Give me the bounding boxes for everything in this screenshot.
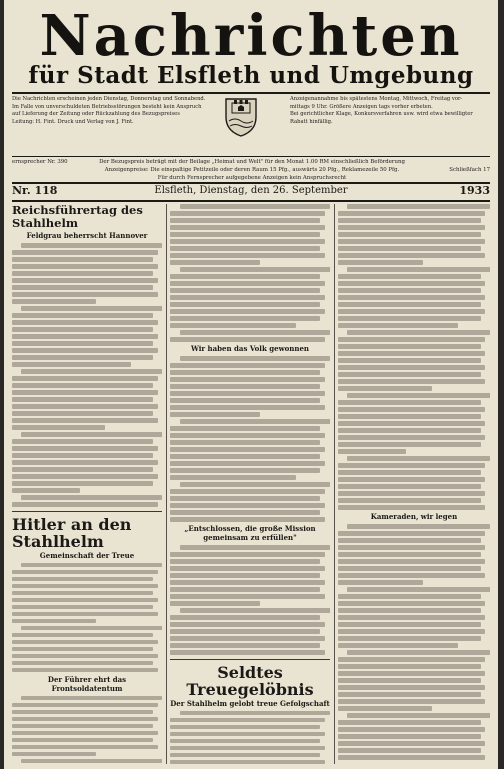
text-line [170, 468, 320, 473]
post-box: Schließfach 17 [449, 167, 490, 173]
column-1 [12, 204, 162, 764]
text-line [347, 713, 490, 718]
text-line [170, 580, 325, 585]
text-line [12, 341, 153, 346]
text-line [170, 461, 325, 466]
publication-info-right [290, 96, 490, 126]
text-line [12, 467, 153, 472]
text-line [12, 460, 158, 465]
text-line [170, 718, 325, 723]
text-line [180, 608, 330, 613]
text-line [170, 496, 320, 501]
dateline-bottom-rule [12, 200, 490, 202]
text-line [12, 425, 105, 430]
text-line [170, 405, 325, 410]
text-line [338, 281, 485, 286]
column-divider [334, 204, 335, 764]
text-line [338, 643, 458, 648]
price-line: Der Bezugspreis beträgt mit der Beilage „Heimat und Welt" für den Monat 1.00 RM einschließlich Beförderung [99, 159, 405, 165]
text-line [338, 566, 481, 571]
text-line [170, 552, 325, 557]
text-line [338, 755, 485, 760]
article-text [170, 711, 330, 765]
text-line [338, 365, 485, 370]
article-text [170, 545, 330, 655]
price-line: Für durch Fernsprecher aufgegebene Anzeigen kein Anspruchsrecht [157, 175, 347, 181]
text-line [180, 267, 330, 272]
article-text [12, 563, 162, 673]
text-line [338, 246, 481, 251]
text-line [338, 218, 481, 223]
text-line [12, 376, 158, 381]
text-line [170, 475, 296, 480]
text-line [170, 622, 325, 627]
text-line [21, 243, 162, 248]
text-line [338, 386, 432, 391]
text-line [338, 601, 485, 606]
text-line [21, 495, 162, 500]
text-line [170, 732, 325, 737]
text-line [338, 477, 485, 482]
text-line [170, 363, 325, 368]
text-line [338, 608, 481, 613]
info-line: mittags 9 Uhr. Größere Anzeigen tags vorher erbeten. [290, 103, 433, 110]
text-line [347, 456, 490, 461]
text-line [12, 570, 158, 575]
text-line [338, 545, 485, 550]
text-line [170, 218, 320, 223]
text-line [338, 435, 485, 440]
publication-info [12, 96, 490, 158]
text-line [12, 633, 153, 638]
text-line [338, 232, 481, 237]
price-line: Anzeigenpreise: Die einspaltige Petitzeile oder deren Raum 15 Pfg., auswärts 20 Pfg., Reklamezeile 50 Pfg. [104, 167, 400, 173]
text-line [12, 397, 153, 402]
text-line [338, 414, 481, 419]
text-line [338, 449, 406, 454]
text-line [12, 488, 80, 493]
info-line: Im Falle von unverschuldeten Betriebsstörungen besteht kein Anspruch [12, 103, 202, 110]
text-line [12, 453, 153, 458]
text-line [338, 428, 481, 433]
text-line [170, 377, 325, 382]
text-line [347, 587, 490, 592]
text-line [180, 330, 330, 335]
text-line [170, 288, 320, 293]
text-line [12, 661, 153, 666]
text-line [338, 260, 423, 265]
dateline [12, 184, 490, 200]
text-line [12, 334, 158, 339]
text-line [12, 348, 158, 353]
text-line [12, 724, 153, 729]
text-line [12, 404, 158, 409]
newspaper-page [4, 0, 498, 769]
text-line [170, 391, 325, 396]
text-line [338, 484, 481, 489]
text-line [170, 739, 320, 744]
headline-seldte: Seldtes Treuegelöbnis [186, 662, 314, 699]
text-line [12, 640, 158, 645]
article-divider [12, 511, 162, 512]
text-line [338, 358, 481, 363]
text-line [338, 463, 485, 468]
text-line [170, 316, 320, 321]
text-line [338, 421, 485, 426]
article-text [12, 243, 162, 507]
text-line [21, 563, 162, 568]
text-line [338, 470, 481, 475]
text-line [338, 734, 481, 739]
text-line [170, 384, 320, 389]
text-line [170, 725, 320, 730]
text-line [338, 580, 423, 585]
text-line [170, 433, 325, 438]
text-line [338, 678, 481, 683]
text-line [21, 759, 162, 764]
text-line [12, 502, 158, 507]
text-line [12, 383, 153, 388]
text-line [170, 489, 325, 494]
text-line [170, 573, 320, 578]
text-line [338, 274, 481, 279]
text-line [170, 225, 325, 230]
text-line [170, 517, 325, 522]
text-line [338, 316, 481, 321]
text-line [170, 274, 320, 279]
text-line [338, 573, 485, 578]
text-line [12, 654, 158, 659]
text-line [12, 668, 158, 673]
issue-number: Nr. 118 [12, 184, 58, 197]
text-line [170, 447, 325, 452]
text-line [12, 285, 153, 290]
info-line: Die Nachrichten erscheinen jeden Dienstag, Donnerstag und Sonnabend. [12, 96, 206, 102]
text-line [338, 720, 481, 725]
text-line [347, 204, 490, 209]
headline-hitler-stahlhelm: Hitler an den Stahlhelm [12, 514, 132, 551]
text-line [12, 418, 158, 423]
text-line [338, 225, 485, 230]
text-line [12, 619, 96, 624]
info-rule [12, 156, 490, 157]
text-line [21, 306, 162, 311]
publication-info-left [12, 96, 212, 126]
article-text [338, 204, 490, 510]
text-line [12, 577, 153, 582]
info-line: Leitung: H. Fint. Druck und Verlag von J. Fint. [12, 118, 134, 125]
text-line [170, 503, 325, 508]
text-line [338, 323, 458, 328]
text-line [12, 355, 153, 360]
text-line [170, 302, 320, 307]
text-line [12, 703, 158, 708]
text-line [12, 278, 158, 283]
text-line [12, 647, 153, 652]
phone-number: ernsprecher Nr. 390 [12, 159, 68, 165]
newspaper-subtitle: für Stadt Elsfleth und Umgebung [28, 62, 474, 89]
text-line [180, 545, 330, 550]
text-line [338, 748, 481, 753]
text-line [338, 559, 485, 564]
text-line [170, 295, 325, 300]
subhead-gefolgschaft: Der Stahlhelm gelobt treue Gefolgschaft [170, 698, 330, 708]
text-line [12, 264, 158, 269]
text-line [12, 710, 153, 715]
text-line [338, 379, 485, 384]
newspaper-title: Nachrichten [39, 3, 463, 69]
text-line [180, 356, 330, 361]
text-line [338, 442, 481, 447]
text-line [12, 605, 153, 610]
text-line [12, 250, 158, 255]
text-line [338, 491, 485, 496]
text-line [12, 299, 96, 304]
text-line [338, 664, 481, 669]
text-line [170, 398, 320, 403]
text-line [12, 313, 153, 318]
text-line [12, 717, 158, 722]
masthead-rule [12, 92, 490, 94]
column-divider [166, 204, 167, 764]
text-line [338, 685, 485, 690]
article-text [12, 696, 162, 765]
text-line [12, 474, 158, 479]
subscription-prices [74, 158, 430, 182]
text-line [12, 731, 158, 736]
text-line [347, 524, 490, 529]
article-text [338, 524, 490, 760]
coat-of-arms-icon [223, 95, 259, 137]
text-line [170, 337, 325, 342]
text-line [338, 400, 481, 405]
text-line [170, 440, 320, 445]
text-line [12, 292, 158, 297]
text-line [170, 454, 320, 459]
text-line [338, 671, 485, 676]
text-line [338, 407, 485, 412]
info-line: auf Lieferung der Zeitung oder Rückzahlung des Bezugspreises [12, 111, 180, 118]
text-line [12, 584, 158, 589]
text-line [21, 696, 162, 701]
text-line [12, 612, 158, 617]
text-line [170, 643, 320, 648]
text-line [338, 552, 481, 557]
text-line [170, 753, 320, 758]
info-line: Anzeigenannahme bis spätestens Montag, Mittwoch, Freitag vor- [290, 96, 463, 102]
text-line [338, 505, 485, 510]
text-line [170, 281, 325, 286]
text-line [180, 204, 330, 209]
text-line [170, 211, 325, 216]
text-line [338, 288, 481, 293]
text-line [12, 390, 158, 395]
text-line [12, 271, 153, 276]
text-line [347, 393, 490, 398]
text-line [338, 302, 481, 307]
text-line [21, 432, 162, 437]
text-line [170, 636, 325, 641]
text-line [338, 692, 481, 697]
text-line [338, 636, 481, 641]
text-line [338, 657, 485, 662]
text-line [170, 253, 325, 258]
text-line [180, 419, 330, 424]
text-line [12, 327, 153, 332]
text-line [338, 629, 485, 634]
text-line [338, 211, 485, 216]
text-line [180, 482, 330, 487]
article-text [170, 356, 330, 522]
article-text [170, 204, 330, 342]
text-line [338, 351, 485, 356]
text-line [21, 626, 162, 631]
text-line [12, 320, 158, 325]
column-3 [338, 204, 490, 764]
column-2 [170, 204, 330, 764]
text-line [347, 650, 490, 655]
text-line [170, 559, 320, 564]
text-line [12, 481, 153, 486]
text-line [338, 253, 485, 258]
text-line [338, 615, 485, 620]
text-line [170, 650, 325, 655]
text-line [12, 257, 153, 262]
text-line [338, 309, 485, 314]
text-line [347, 267, 490, 272]
article-divider [170, 659, 330, 660]
text-line [347, 330, 490, 335]
text-line [170, 587, 320, 592]
text-line [21, 369, 162, 374]
text-line [170, 566, 325, 571]
text-line [170, 510, 320, 515]
text-line [170, 232, 320, 237]
text-line [12, 738, 153, 743]
text-line [170, 594, 325, 599]
text-line [338, 741, 485, 746]
text-line [170, 323, 296, 328]
subhead-mission: „Entschlossen, die große Mission gemeinsam zu erfüllen" [184, 524, 316, 542]
subhead-feldgrau: Feldgrau beherrscht Hannover [26, 231, 148, 240]
subhead-kameraden: Kameraden, wir legen [370, 512, 458, 521]
text-line [12, 591, 153, 596]
text-line [170, 239, 325, 244]
text-line [338, 538, 481, 543]
text-line [338, 344, 481, 349]
text-line [180, 711, 330, 716]
text-line [12, 745, 158, 750]
issue-year: 1933 [459, 184, 490, 197]
text-line [170, 746, 325, 751]
info-line: Rabatt hinfällig. [290, 118, 333, 125]
text-line [338, 498, 481, 503]
subhead-volk-gewonnen: Wir haben das Volk gewonnen [191, 344, 309, 353]
text-line [338, 727, 485, 732]
text-line [338, 622, 481, 627]
text-line [338, 239, 485, 244]
text-line [338, 531, 485, 536]
headline-reichsfuehrertag: Reichsführertag des Stahlhelm [12, 204, 143, 230]
subhead-gemeinschaft: Gemeinschaft der Treue [39, 550, 135, 560]
text-line [170, 615, 320, 620]
text-line [12, 439, 153, 444]
text-line [170, 370, 320, 375]
text-line [12, 752, 96, 757]
text-line [338, 594, 481, 599]
text-line [338, 699, 485, 704]
text-line [170, 426, 320, 431]
masthead [10, 3, 492, 89]
info-line: Bei gerichtlicher Klage, Konkursverfahren usw. wird etwa bewilligter [290, 111, 473, 118]
text-line [170, 629, 320, 634]
text-line [170, 601, 260, 606]
text-line [12, 362, 131, 367]
subscription-band [12, 158, 490, 182]
text-line [12, 411, 153, 416]
text-line [338, 295, 485, 300]
text-line [12, 598, 158, 603]
subhead-frontsoldatentum: Der Führer ehrt das Frontsoldatentum [47, 674, 127, 693]
text-line [338, 337, 485, 342]
issue-date: Elsfleth, Dienstag, den 26. September [154, 185, 348, 196]
text-line [338, 706, 432, 711]
text-line [170, 309, 325, 314]
text-line [170, 246, 320, 251]
text-line [338, 372, 481, 377]
text-line [170, 412, 260, 417]
text-line [170, 260, 260, 265]
text-line [12, 446, 158, 451]
text-line [170, 760, 325, 765]
